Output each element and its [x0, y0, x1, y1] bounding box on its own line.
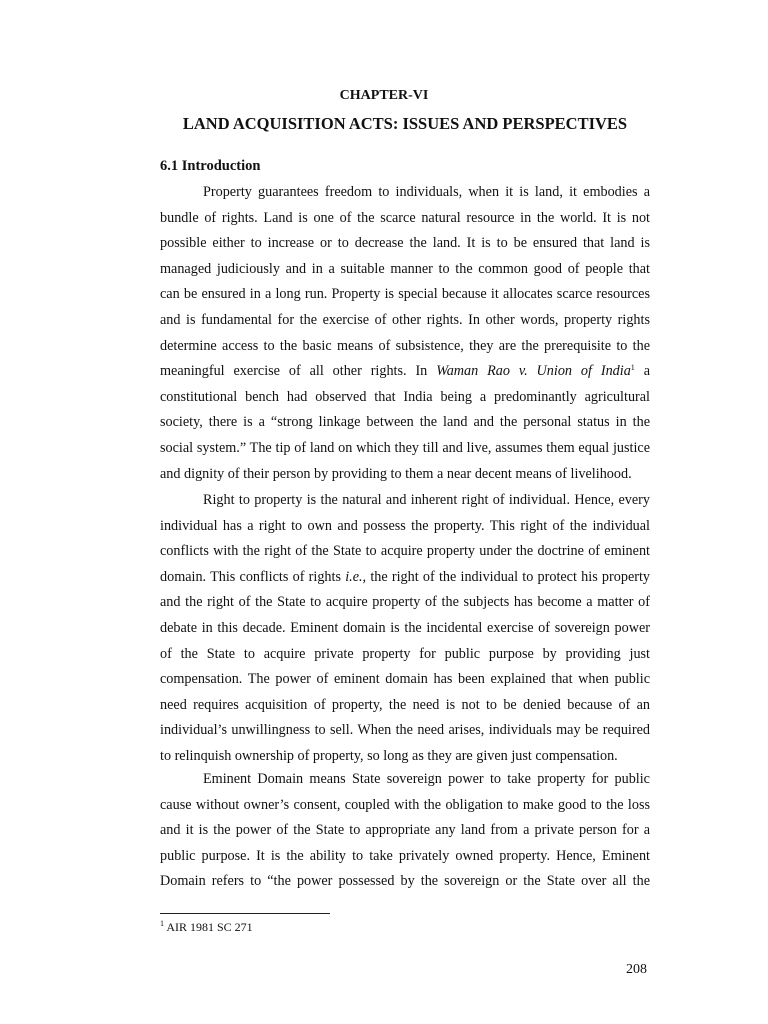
- chapter-title: LAND ACQUISITION ACTS: ISSUES AND PERSPECTIVES: [182, 114, 628, 133]
- text-line: cause without owner’s consent, coupled with the obligation to make good to the loss: [160, 796, 650, 813]
- text-line: society, there is a “strong linkage between the land and the personal status in the: [160, 414, 650, 431]
- footnote-reference[interactable]: 1: [630, 363, 635, 373]
- text-line: managed judiciously and in a suitable manner to the common good of people that: [160, 260, 650, 277]
- text-segment: domain. This conflicts of rights: [160, 568, 346, 585]
- page-number: 208: [626, 962, 647, 977]
- text-segment: meaningful exercise of all other rights. In: [160, 363, 437, 380]
- paragraph-1: [160, 180, 650, 487]
- body-text: [160, 488, 650, 775]
- footnote-divider: [160, 913, 330, 914]
- body-text: [160, 767, 650, 900]
- footnote: [160, 920, 253, 935]
- text-line: [160, 565, 650, 591]
- text-segment: a: [634, 363, 650, 380]
- text-line: to relinquish ownership of property, so long as they are given just compensation.: [160, 747, 618, 764]
- text-segment: the right of the individual to protect his property: [366, 568, 650, 585]
- text-line: [160, 359, 650, 385]
- italic-abbreviation: i.e.,: [345, 568, 367, 585]
- body-text: [160, 180, 650, 492]
- text-line: individual has a right to own and possess the property. This right of the individual: [160, 517, 650, 534]
- text-line: constitutional bench had observed that India being a predominantly agricultural: [160, 388, 650, 405]
- text-line: Right to property is the natural and inherent right of individual. Hence, every: [203, 492, 650, 508]
- text-line: conflicts with the right of the State to acquire property under the doctrine of eminent: [160, 543, 650, 560]
- paragraph-3: [160, 767, 650, 895]
- text-line: compensation. The power of eminent domain has been explained that when public: [160, 671, 650, 688]
- text-line: public purpose. It is the ability to take privately owned property. Hence, Eminent: [160, 847, 650, 864]
- text-line: possible either to increase or to decrease the land. It is to be ensured that land is: [160, 235, 650, 252]
- footnote-marker: 1: [160, 919, 164, 928]
- text-line: can be ensured in a long run. Property is special because it allocates scarce resources: [160, 286, 650, 303]
- text-line: social system.” The tip of land on which they till and live, assumes them equal justice: [160, 439, 650, 456]
- text-line: and is fundamental for the exercise of other rights. In other words, property rights: [160, 311, 650, 328]
- text-line: of the State to acquire private property for public purpose by providing just: [160, 645, 650, 662]
- text-line: debate in this decade. Eminent domain is the incidental exercise of sovereign power: [160, 619, 650, 636]
- text-line: and the right of the State to acquire property of the subjects has become a matter of: [160, 594, 650, 611]
- chapter-label: CHAPTER-VI: [339, 88, 429, 103]
- case-citation: Waman Rao v. Union of India: [436, 363, 631, 380]
- section-heading: 6.1 Introduction: [160, 158, 261, 174]
- text-line: and dignity of their person by providing to them a near decent means of livelihood.: [160, 465, 632, 482]
- text-line: Domain refers to “the power possessed by the sovereign or the State over all the: [160, 873, 650, 890]
- text-line: bundle of rights. Land is one of the scarce natural resource in the world. It is not: [160, 209, 650, 226]
- text-line: and it is the power of the State to appropriate any land from a private person for a: [160, 822, 650, 839]
- text-line: determine access to the basic means of subsistence, they are the prerequisite to the: [160, 337, 650, 354]
- paragraph-2: [160, 488, 650, 770]
- text-line: individual’s unwillingness to sell. When the need arises, individuals may be required: [160, 722, 650, 739]
- footnote-text: AIR 1981 SC 271: [164, 920, 253, 934]
- text-line: Property guarantees freedom to individuals, when it is land, it embodies a: [203, 184, 650, 200]
- text-line: need requires acquisition of property, the need is not to be denied because of an: [160, 696, 650, 713]
- text-line: Eminent Domain means State sovereign power to take property for public: [203, 771, 650, 787]
